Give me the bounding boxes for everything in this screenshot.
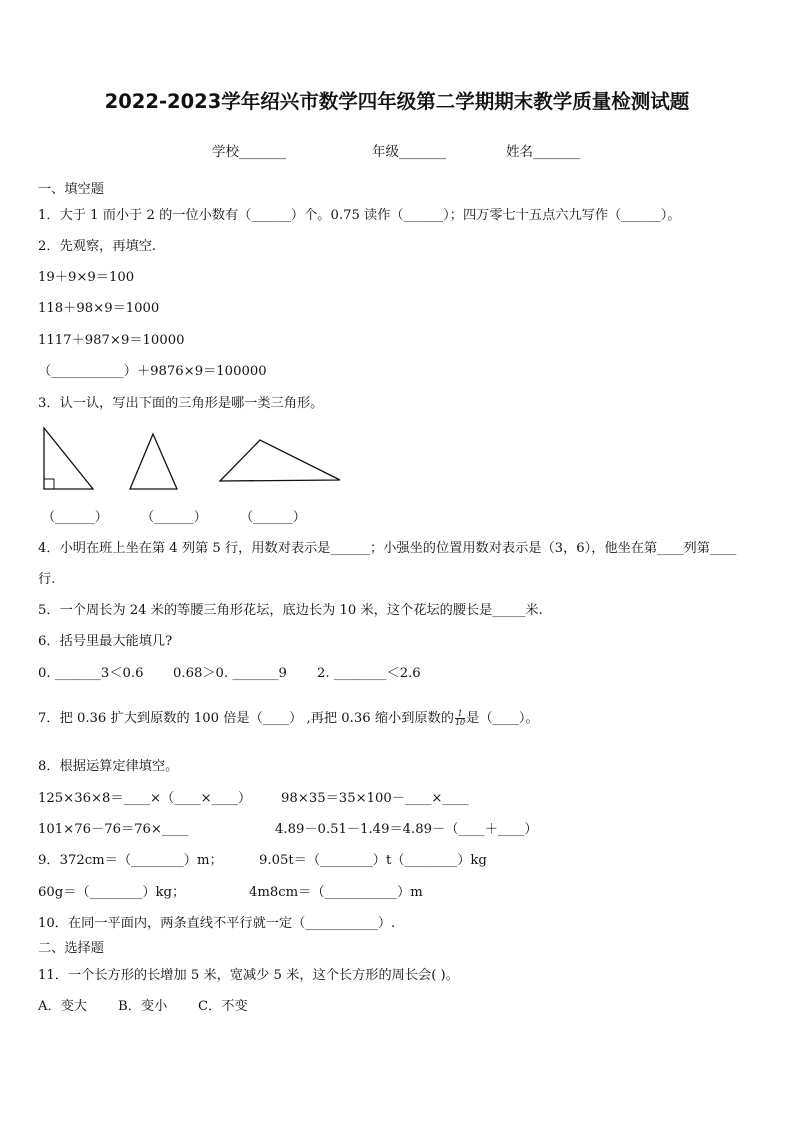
grade-field: 年级_______ bbox=[372, 144, 447, 160]
question-11-option-a: A．变大 bbox=[38, 999, 88, 1014]
question-8-stem: 8．根据运算定律填空。 bbox=[38, 759, 179, 774]
question-9-d: 4m8cm＝（___________）m bbox=[249, 885, 423, 900]
question-7 bbox=[38, 710, 539, 728]
question-7-part-1: 7．把 0.36 扩大到原数的 100 倍是（____） ,再把 0.36 缩小到原数的 bbox=[38, 711, 454, 726]
fraction-one-tenth bbox=[455, 710, 465, 727]
question-4-line-2: 行. bbox=[38, 572, 56, 587]
question-8-c: 101×76－76＝76×____ bbox=[38, 822, 189, 837]
question-3-blank-1: （______） bbox=[42, 510, 108, 525]
question-10: 10．在同一平面内，两条直线不平行就一定（___________）. bbox=[38, 916, 396, 931]
right-triangle-figure bbox=[44, 428, 93, 489]
question-6-item-3: 2. ________＜2.6 bbox=[317, 666, 421, 681]
question-8-b: 98×35＝35×100－____×____ bbox=[281, 791, 469, 806]
question-5: 5．一个周长为 24 米的等腰三角形花坛，底边长为 10 米，这个花坛的腰长是_____米. bbox=[38, 603, 543, 618]
question-11-option-b: B．变小 bbox=[118, 999, 168, 1014]
question-3-blank-3: （______） bbox=[240, 510, 306, 525]
question-3-blank-2: （______） bbox=[141, 510, 207, 525]
school-field: 学校_______ bbox=[212, 144, 287, 160]
question-9-a: 9．372cm＝（________）m； bbox=[38, 853, 223, 868]
question-11-stem: 11．一个长方形的长增加 5 米，宽减少 5 米，这个长方形的周长会( )。 bbox=[38, 968, 459, 983]
question-6-item-1: 0. _______3＜0.6 bbox=[38, 666, 144, 681]
question-4-line-1: 4．小明在班上坐在第 4 列第 5 行，用数对表示是______；小强坐的位置用数对表示是（3，6），他坐在第____列第____ bbox=[38, 541, 737, 556]
question-8-d: 4.89－0.51－1.49＝4.89－（____＋____） bbox=[275, 822, 538, 837]
page-title: 2022-2023学年绍兴市数学四年级第二学期期末教学质量检测试题 bbox=[104, 90, 690, 113]
question-7-part-2: 是（____）。 bbox=[466, 711, 539, 726]
obtuse-triangle-figure bbox=[220, 440, 340, 481]
question-11-option-c: C．不变 bbox=[198, 999, 248, 1014]
question-2-line-1: 19＋9×9＝100 bbox=[38, 270, 135, 285]
section-fill-blank-heading: 一、填空题 bbox=[38, 182, 104, 197]
section-multiple-choice-heading: 二、选择题 bbox=[38, 941, 104, 956]
question-1: 1．大于 1 而小于 2 的一位小数有（______）个。0.75 读作（______）；四万零七十五点六九写作（______）。 bbox=[38, 208, 681, 223]
question-2-line-4: （___________）＋9876×9＝100000 bbox=[38, 364, 267, 379]
question-2-line-3: 1117＋987×9＝10000 bbox=[38, 333, 185, 348]
fraction-denominator: 10 bbox=[454, 718, 466, 727]
acute-triangle-figure bbox=[130, 434, 177, 489]
fraction-numerator: 1 bbox=[455, 710, 465, 719]
question-6-item-2: 0.68＞0. _______9 bbox=[173, 666, 287, 681]
name-field: 姓名_______ bbox=[506, 144, 581, 160]
question-9-c: 60g＝（________）kg； bbox=[38, 885, 186, 900]
question-3-stem: 3．认一认，写出下面的三角形是哪一类三角形。 bbox=[38, 396, 324, 411]
question-6-stem: 6．括号里最大能填几? bbox=[38, 634, 173, 649]
question-2-stem: 2．先观察，再填空. bbox=[38, 239, 157, 254]
question-9-b: 9.05t＝（________）t（________）kg bbox=[259, 853, 487, 868]
question-2-line-2: 118＋98×9＝1000 bbox=[38, 301, 160, 316]
question-8-a: 125×36×8＝____×（____×____） bbox=[38, 791, 252, 806]
